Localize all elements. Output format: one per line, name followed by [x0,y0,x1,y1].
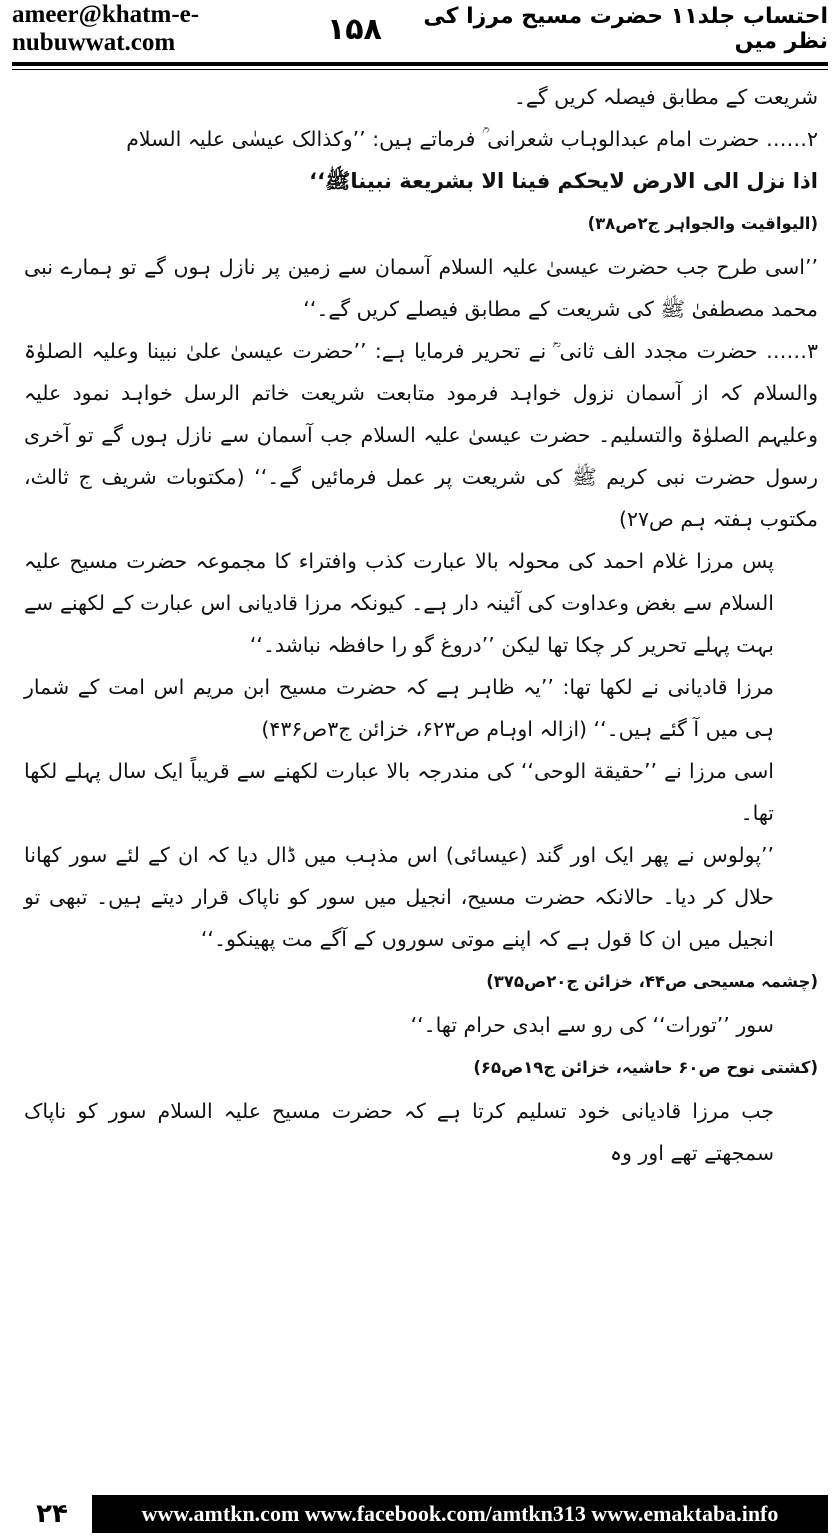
footer-links: www.amtkn.com www.facebook.com/amtkn313 www.emaktaba.info [92,1495,828,1533]
quote-paragraph: ’’پولوس نے پھر ایک اور گند (عیسائی) اس مذہب میں ڈال دیا کہ ان کے لئے سور کھانا حلال کر دیا۔ حالانکہ حضرت مسیح، انجیل میں سور کو ناپاک قرار دیتے ہیں۔ تبھی تو انجیل میں ان کا قول ہے کہ اپنے موتی سوروں کے آگے مت پھینکو۔‘‘ [24,843,774,951]
quote-paragraph: ’’اسی طرح جب حضرت عیسیٰ علیہ السلام آسمان سے زمین پر نازل ہوں گے تو ہمارے نبی محمد مصطفیٰ ﷺ کی شریعت کے مطابق فیصلے کریں گے۔‘‘ [24,255,818,321]
footer-number: ۲۴ [36,1499,68,1529]
page-header [12,0,828,58]
page-footer [12,1494,828,1534]
paragraph: مرزا قادیانی نے لکھا تھا: ’’یہ ظاہر ہے کہ حضرت مسیح ابن مریم اس امت کے شمار ہی میں آ گئے ہیں۔‘‘ (ازالہ اوہام ص۶۲۳، خزائن ج۳ص۴۳۶) [24,675,774,741]
header-rule [12,62,828,70]
reference: (چشمہ مسیحی ص۴۴، خزائن ج۲۰ص۳۷۵) [486,972,818,991]
paragraph: ۲…… حضرت امام عبدالوہاب شعرانی ؒ فرماتے ہیں: ’’وکذالک عیسٰی علیہ السلام [126,127,818,151]
paragraph: پس مرزا غلام احمد کی محولہ بالا عبارت کذب وافتراء کا مجموعہ حضرت مسیح علیہ السلام سے بغض وعداوت کی آئینہ دار ہے۔ کیونکہ مرزا قادیانی اس عبارت کے لکھنے سے بہت پہلے تحریر کر چکا تھا لیکن ’’دروغ گو را حافظہ نباشد۔‘‘ [24,549,774,657]
reference: (کشتی نوح ص۶۰ حاشیہ، خزائن ج۱۹ص۶۵) [473,1058,818,1077]
paragraph: ۳…… حضرت مجدد الف ثانی ؒ نے تحریر فرمایا ہے: ’’حضرت عیسیٰ علیٰ نبینا وعلیہ الصلوٰۃ والسلام کہ از آسمان نزول خواہد فرمود متابعت شریعت خاتم الرسل خواہد نمود علیہ وعلیہم الصلوٰۃ والتسلیم۔ حضرت عیسیٰ علیہ السلام جب آسمان سے نازل ہوں گے تو آخری رسول حضرت نبی کریم ﷺ کی شریعت پر عمل فرمائیں گے۔‘‘ (مکتوبات شریف ج ثالث، مکتوب ہفتہ ہم ص۲۷) [24,339,818,531]
arabic-quote: اذا نزل الی الارض لایحکم فینا الا بشریعة نبیناﷺ‘‘ [309,169,818,193]
paragraph: شریعت کے مطابق فیصلہ کریں گے۔ [513,85,818,109]
running-title: احتساب جلد۱۱ حضرت مسیح مرزا کی نظر میں [423,4,828,54]
paragraph: اسی مرزا نے ’’حقیقة الوحی‘‘ کی مندرجہ بالا عبارت لکھنے سے قریباً ایک سال پہلے لکھا تھا۔ [24,759,774,825]
header-email: ameer@khatm-e-nubuwwat.com [12,1,200,56]
paragraph: جب مرزا قادیانی خود تسلیم کرتا ہے کہ حضرت مسیح علیہ السلام سور کو ناپاک سمجھتے تھے اور وہ [24,1099,774,1165]
quote-paragraph: سور ’’تورات‘‘ کی رو سے ابدی حرام تھا۔‘‘ [410,1013,774,1037]
reference: (الیواقیت والجواہر ج۲ص۳۸) [587,214,818,233]
header-left [12,1,382,57]
page-body [24,76,818,1174]
page-number: ۱۵۸ [326,11,382,47]
